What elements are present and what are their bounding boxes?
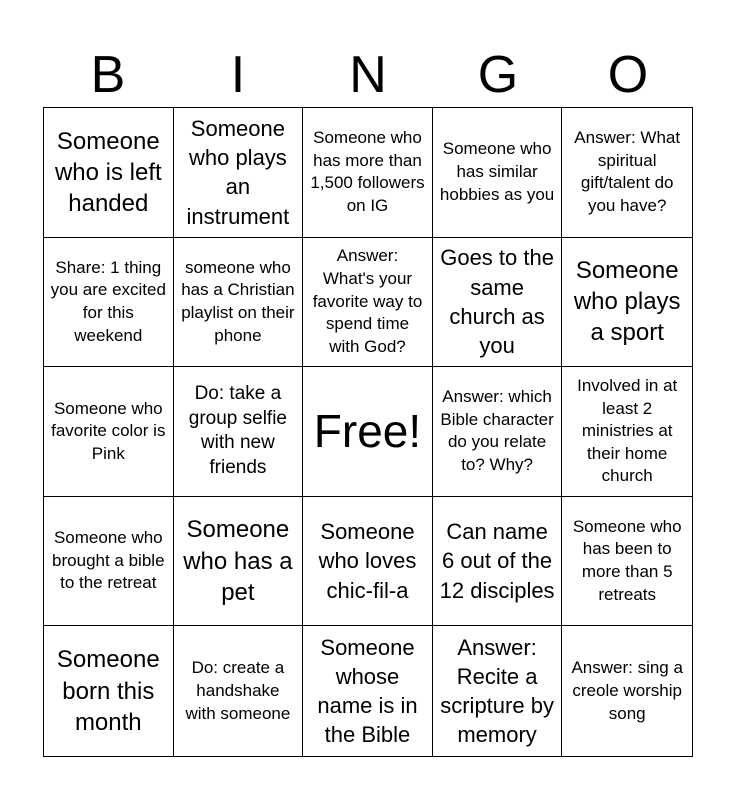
bingo-cell: Someone born this month: [44, 626, 174, 756]
header-letter-n: N: [349, 46, 387, 104]
bingo-cell: someone who has a Christian playlist on their phone: [174, 238, 304, 368]
bingo-cell: Involved in at least 2 ministries at their home church: [562, 367, 692, 497]
bingo-cell: Someone whose name is in the Bible: [303, 626, 433, 756]
header-letter-b: B: [90, 46, 126, 104]
bingo-cell: Answer: Recite a scripture by memory: [433, 626, 563, 756]
bingo-cell: Answer: What spiritual gift/talent do you have?: [562, 108, 692, 238]
header-letter-g: G: [477, 46, 519, 104]
bingo-board: [43, 107, 693, 757]
bingo-cell: Answer: which Bible character do you relate to? Why?: [433, 367, 563, 497]
bingo-header: [43, 44, 693, 106]
bingo-cell: Someone who has a pet: [174, 497, 304, 627]
bingo-cell: Share: 1 thing you are excited for this weekend: [44, 238, 174, 368]
bingo-cell: Can name 6 out of the 12 disciples: [433, 497, 563, 627]
bingo-cell: Someone who has more than 1,500 followers on IG: [303, 108, 433, 238]
bingo-cell: Someone who is left handed: [44, 108, 174, 238]
bingo-cell: Someone who plays an instrument: [174, 108, 304, 238]
bingo-cell: Someone who favorite color is Pink: [44, 367, 174, 497]
header-letter-i: I: [230, 46, 246, 104]
bingo-cell: Do: take a group selfie with new friends: [174, 367, 304, 497]
bingo-cell: Answer: sing a creole worship song: [571, 658, 683, 723]
bingo-cell: Do: create a handshake with someone: [174, 626, 304, 756]
header-letter-o: O: [607, 46, 649, 104]
bingo-cell: Someone who loves chic-fil-a: [303, 497, 433, 627]
bingo-cell: Someone who brought a bible to the retreat: [44, 497, 174, 627]
bingo-cell: Someone who has similar hobbies as you: [433, 108, 563, 238]
bingo-cell: Answer: What's your favorite way to spend time with God?: [303, 238, 433, 368]
bingo-cell: Goes to the same church as you: [433, 238, 563, 368]
bingo-cell: Someone who plays a sport: [562, 238, 692, 368]
free-space: Free!: [303, 367, 433, 497]
bingo-cell: Someone who has been to more than 5 retreats: [562, 497, 692, 627]
